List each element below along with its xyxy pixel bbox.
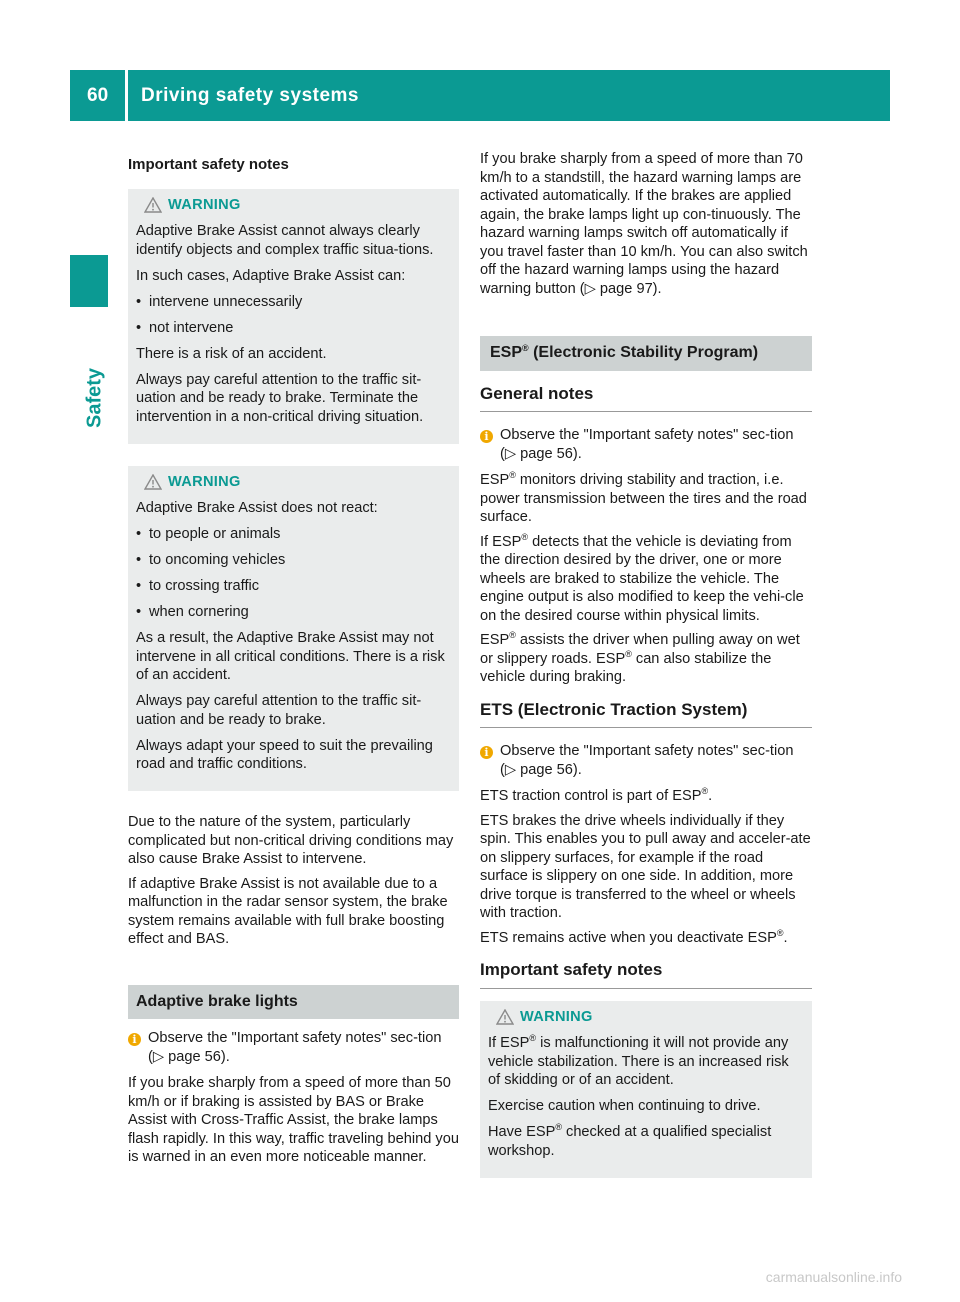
right-column (480, 150, 812, 1200)
info-icon: i (128, 1033, 141, 1046)
page-number: 60 (87, 85, 109, 106)
list-item: • not intervene (136, 319, 234, 336)
warning-text: There is a risk of an accident. (136, 345, 327, 362)
info-note: i Observe the "Important safety notes" sec-tion (▷ page 56). (128, 1029, 459, 1066)
list-item: • to people or animals (136, 526, 281, 542)
warning-triangle-icon (496, 1009, 514, 1025)
heading-general-notes: General notes (480, 385, 812, 413)
body-paragraph: If you brake sharply from a speed of more than 70 km/h to a standstill, the hazard warning lamps are activated automatically. If the brakes are applied again, the brake lamps light up con-tinuously. The hazard warning lamps switch off automatically if you travel faster than 10 km/h. You can also switch off the hazard warning lamps using the hazard warning button (▷ page 97). (480, 151, 808, 297)
heading-important-safety-notes: Important safety notes (480, 961, 812, 989)
warning-text: Always pay careful attention to the traffic sit-uation and be ready to brake. (136, 693, 422, 728)
info-note: i Observe the "Important safety notes" sec-tion (▷ page 56). (480, 742, 812, 779)
page-header (70, 70, 890, 121)
side-tab-marker (70, 255, 108, 307)
warning-text: If ESP® is malfunctioning it will not provide any vehicle stabilization. There is an increased risk of skidding or of an accident. (488, 1033, 789, 1088)
warning-title: WARNING (496, 1008, 804, 1027)
section-heading: Important safety notes (128, 156, 289, 173)
section-bar-adaptive-brake-lights: Adaptive brake lights (128, 985, 459, 1020)
list-item: • to crossing traffic (136, 578, 260, 594)
list-item: • intervene unnecessarily (136, 293, 303, 310)
list-item: • when cornering (136, 604, 249, 620)
body-paragraph: If adaptive Brake Assist is not available due to a malfunction in the radar sensor system, the brake system remains available with full brake boosting effect and BAS. (128, 875, 448, 947)
warning-text: Have ESP® checked at a qualified specialist workshop. (488, 1122, 772, 1159)
header-divider (125, 70, 128, 121)
warning-box (128, 189, 459, 444)
warning-triangle-icon (144, 474, 162, 490)
info-icon: i (480, 430, 493, 443)
body-paragraph: ETS brakes the drive wheels individually if they spin. This enables you to pull away and acceler-ate on slippery surfaces, for example if the road surface is slippery on one side. In addition, more drive torque is transferred to the wheel or wheels with traction. (480, 812, 811, 921)
warning-text: Adaptive Brake Assist cannot always clearly identify objects and complex traffic situa-tions. (136, 223, 434, 258)
warning-box (480, 1001, 812, 1178)
chapter-title: Driving safety systems (141, 85, 359, 106)
watermark: carmanualsonline.info (765, 1269, 902, 1285)
heading-ets: ETS (Electronic Traction System) (480, 701, 812, 729)
info-note: i Observe the "Important safety notes" sec-tion (▷ page 56). (480, 426, 812, 463)
section-bar-esp: ESP® (Electronic Stability Program) (480, 336, 812, 371)
warning-triangle-icon (144, 197, 162, 213)
body-paragraph: If you brake sharply from a speed of more than 50 km/h or if braking is assisted by BAS or Brake Assist with Cross-Traffic Assist, the brake lamps flash rapidly. In this way, traffic traveling behind you is warned in an even more noticeable manner. (128, 1075, 459, 1165)
list-item: • to oncoming vehicles (136, 552, 286, 568)
side-tab-label: Safety (83, 367, 106, 429)
warning-text: Adaptive Brake Assist does not react: (136, 500, 378, 516)
warning-box (128, 466, 459, 792)
warning-title: WARNING (144, 473, 451, 492)
body-paragraph: ESP® monitors driving stability and traction, i.e. power transmission between the tires and the road surface. (480, 470, 807, 525)
warning-title: WARNING (144, 196, 451, 215)
body-paragraph: Due to the nature of the system, particularly complicated but non-critical driving conditions may also cause Brake Assist to intervene. (128, 814, 454, 867)
warning-text: Exercise caution when continuing to drive. (488, 1098, 761, 1114)
info-icon: i (480, 746, 493, 759)
body-paragraph: ETS remains active when you deactivate ESP®. (480, 927, 788, 946)
body-paragraph: ETS traction control is part of ESP®. (480, 786, 713, 804)
body-paragraph: ESP® assists the driver when pulling away on wet or slippery roads. ESP® can also stabilize the vehicle during braking. (480, 630, 800, 685)
body-paragraph: If ESP® detects that the vehicle is deviating from the direction desired by the driver, one or more wheels are braked to stabilize the vehicle. The engine output is also modified to keep the vehi-cle on the desired course within physical limits. (480, 531, 804, 624)
left-column (128, 150, 459, 1173)
warning-text: Always pay careful attention to the traffic sit-uation and be ready to brake. Terminate the intervention in a non-critical driving situation. (136, 371, 424, 425)
warning-text: As a result, the Adaptive Brake Assist may not intervene in all critical conditions. There is a risk of an accident. (136, 630, 445, 683)
warning-text: Always adapt your speed to suit the prevailing road and traffic conditions. (136, 737, 433, 772)
warning-text: In such cases, Adaptive Brake Assist can: (136, 267, 406, 284)
